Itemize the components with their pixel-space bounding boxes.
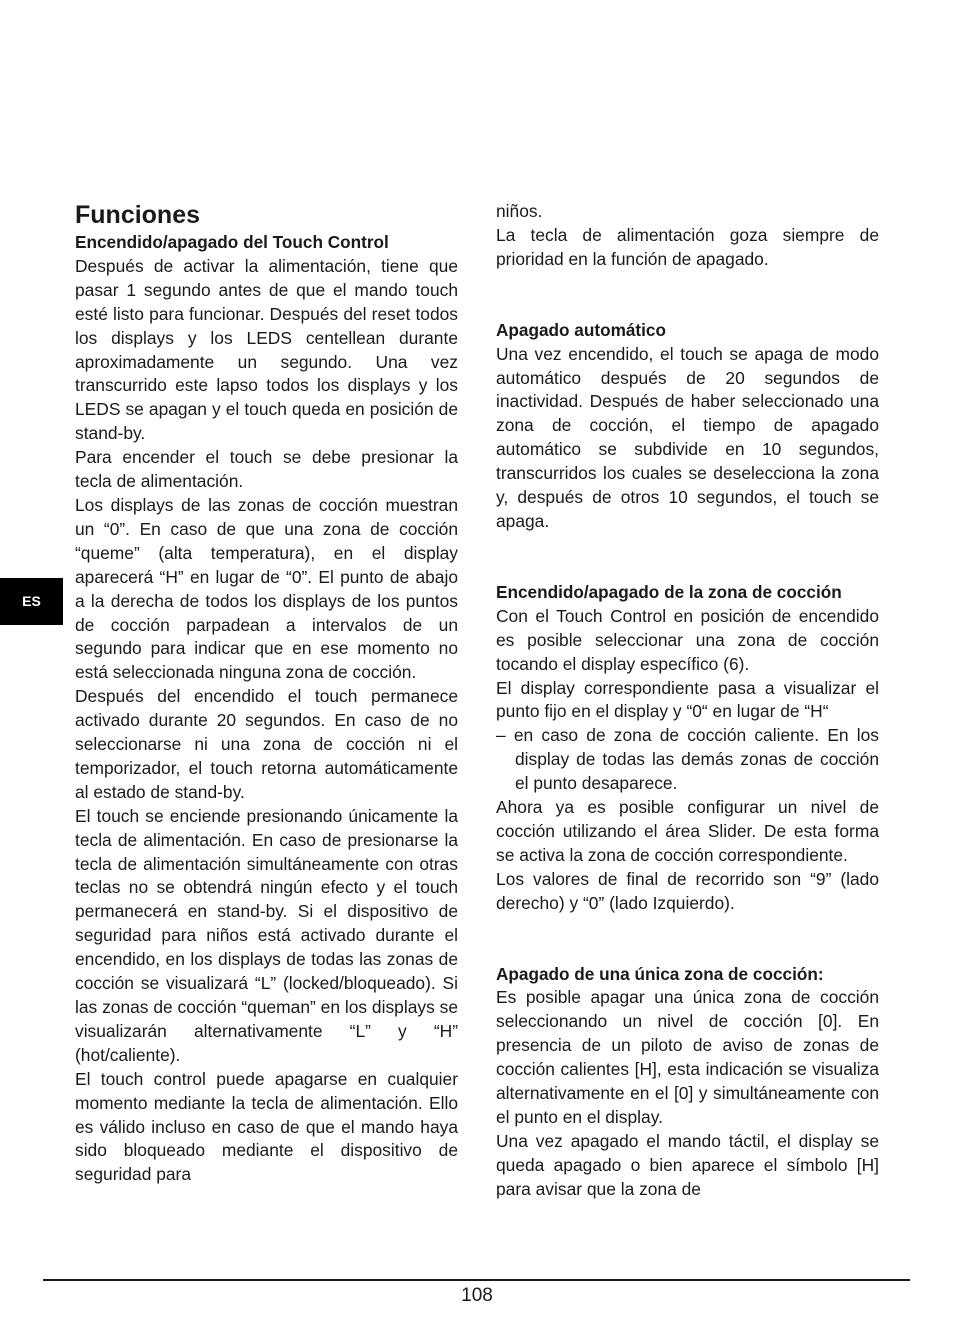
- paragraph: Los displays de las zonas de cocción muestran un “0”. En caso de que una zona de cocción “queme” (alta temperatura), en el display aparecerá “H” en lugar de “0”. El punto de abajo a la derecha de todos los displays de los puntos de cocción parpadean a intervalos de un segundo para indicar que en ese momento no está seleccionada ninguna zona de cocción.: [75, 494, 458, 683]
- paragraph: Una vez apagado el mando táctil, el display se queda apagado o bien aparece el símbolo [H] para avisar que la zona de: [496, 1130, 879, 1199]
- section-heading-single-off: Apagado de una única zona de cocción:: [496, 963, 824, 984]
- page-number: 108: [461, 1285, 493, 1306]
- section-heading-auto-off: Apagado automático: [496, 319, 666, 340]
- paragraph: Es posible apagar una única zona de cocción seleccionando un nivel de cocción [0]. En presencia de un piloto de aviso de zonas de cocción calientes [H], esta indicación se visualiza alternativamente en el [0] y simultáneamente con el punto en el display.: [496, 987, 879, 1127]
- paragraph: Para encender el touch se debe presionar la tecla de alimentación.: [75, 447, 458, 492]
- paragraph: La tecla de alimentación goza siempre de prioridad en la función de apagado.: [496, 224, 879, 269]
- language-tab: ES: [0, 578, 63, 625]
- section-heading-zone-onoff: Encendido/apagado de la zona de cocción: [496, 581, 842, 602]
- right-column: [496, 200, 879, 1202]
- section-heading-touch-control: Encendido/apagado del Touch Control: [75, 232, 389, 252]
- page-title: Funciones: [75, 201, 201, 229]
- paragraph: niños.: [496, 201, 543, 221]
- paragraph: El touch se enciende presionando únicamente la tecla de alimentación. En caso de presionarse la tecla de alimentación simultáneamente con otras teclas no se obtendrá ningún efecto y el touch permanecerá en stand-by. Si el dispositivo de seguridad para niños está activado durante el encendido, en los displays de todas las zonas de cocción se visualizará “L” (locked/bloqueado). Si las zonas de cocción “queman” en los displays se visualizarán alternativamente “L” y “H” (hot/caliente).: [75, 805, 458, 1065]
- paragraph: Después de activar la alimentación, tiene que pasar 1 segundo antes de que el mando touch esté listo para funcionar. Después del reset todos los displays y los LEDS centellean durante aproximadamente un segundo. Una vez transcurrido este lapso todos los displays y los LEDS se apagan y el touch queda en posición de stand-by.: [75, 255, 458, 444]
- footer-rule: [43, 1279, 910, 1281]
- paragraph: – en caso de zona de cocción caliente. En los display de todas las demás zonas de cocción el punto desaparece.: [496, 725, 879, 794]
- left-column: [75, 200, 458, 1187]
- paragraph: Ahora ya es posible configurar un nivel de cocción utilizando el área Slider. De esta forma se activa la zona de cocción correspondiente.: [496, 797, 879, 865]
- paragraph: El display correspondiente pasa a visualizar el punto fijo en el display y “0“ en lugar de “H“: [496, 677, 879, 722]
- paragraph: Los valores de final de recorrido son “9” (lado derecho) y “0” (lado Izquierdo).: [496, 868, 879, 913]
- paragraph: El touch control puede apagarse en cualquier momento mediante la tecla de alimentación. Ello es válido incluso en caso de que el mando haya sido bloqueado mediante el dispositivo de seguridad para: [75, 1068, 458, 1185]
- paragraph: Una vez encendido, el touch se apaga de modo automático después de 20 segundos de inactividad. Después de haber seleccionado una zona de cocción, el tiempo de apagado automático se subdivide en 10 segundos, transcurridos los cuales se deselecciona la zona y, después de otros 10 segundos, el touch se apaga.: [496, 343, 879, 531]
- paragraph: Después del encendido el touch permanece activado durante 20 segundos. En caso de no seleccionarse ni una zona de cocción ni el temporizador, el touch retorna automáticamente al estado de stand-by.: [75, 686, 458, 802]
- paragraph: Con el Touch Control en posición de encendido es posible seleccionar una zona de cocción tocando el display específico (6).: [496, 605, 879, 674]
